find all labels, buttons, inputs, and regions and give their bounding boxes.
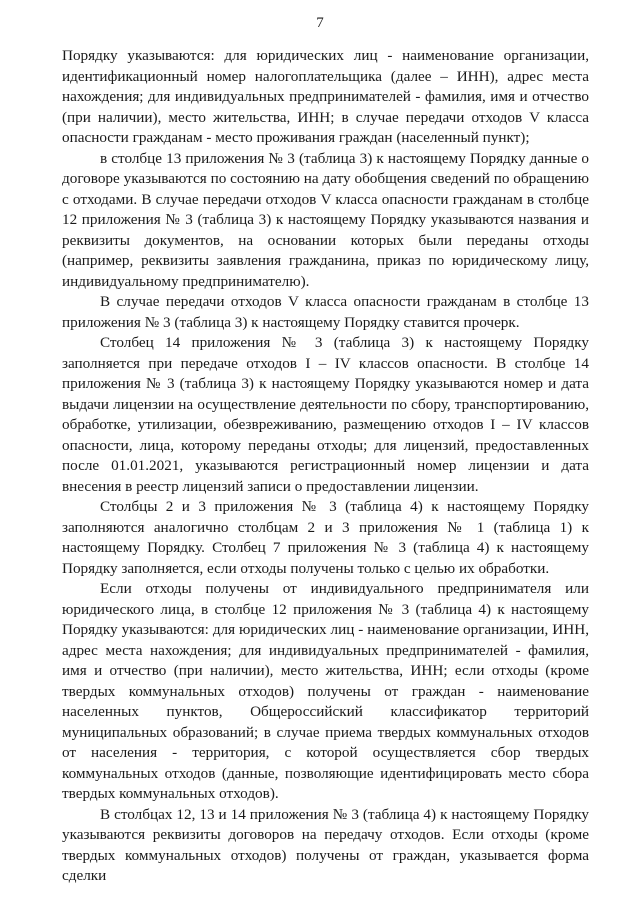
paragraph-6: Если отходы получены от индивидуального предпринимателя или юридического лица, в столбце 12 приложения № 3 (таблица 4) к настоящему Порядку указываются: для юридических лиц - наименование организации, ИНН, адрес места нахождения; для индивидуальных предпринимателей - фамилия, имя и отчество (при наличии), место жительства, ИНН; если отходы (кроме твердых коммунальных отходов) получены от граждан - наименование населенных пунктов, Общероссийский классификатор территорий муниципальных образований; в случае приема твердых коммунальных отходов от населения - территория, с которой осуществляется сбор твердых коммунальных отходов (данные, позволяющие идентифицировать место сбора твердых коммунальных отходов). xyxy=(62,580,589,802)
paragraph-2: в столбце 13 приложения № 3 (таблица 3) к настоящему Порядку данные о договоре указываются по состоянию на дату обобщения сведений по обращению с отходами. В случае передачи отходов V класса опасности гражданам в столбце 12 приложения № 3 (таблица 3) к настоящему Порядку указываются названия и реквизиты документов, на основании которых были переданы отходы (например, реквизиты заявления гражданина, приказ по юридическому лицу, индивидуальному предпринимателю). xyxy=(62,149,589,290)
paragraph-7: В столбцах 12, 13 и 14 приложения № 3 (таблица 4) к настоящему Порядку указываются реквизиты договоров на передачу отходов. Если отходы (кроме твердых коммунальных отходов) получены от граждан, указывается форма сделки xyxy=(62,805,589,884)
document-body xyxy=(62,46,589,887)
paragraph-4: Столбец 14 приложения № 3 (таблица 3) к настоящему Порядку заполняется при передаче отходов I – IV классов опасности. В столбце 14 приложения № 3 (таблица 3) к настоящему Порядку указываются номер и дата выдачи лицензии на осуществление деятельности по сбору, транспортированию, обработке, утилизации, обезвреживанию, размещению отходов I – IV классов опасности, лица, которому переданы отходы; для лицензий, предоставленных после 01.01.2021, указываются регистрационный номер лицензии и дата внесения в реестр лицензий записи о предоставлении лицензии. xyxy=(62,334,589,495)
paragraph-1: Порядку указываются: для юридических лиц - наименование организации, идентификационный номер налогоплательщика (далее – ИНН), адрес места нахождения; для индивидуальных предпринимателей - фамилия, имя и отчество (при наличии), место жительства, ИНН; в случае передачи отходов V класса опасности гражданам - место проживания граждан (населенный пункт); xyxy=(62,47,589,146)
paragraph-3: В случае передачи отходов V класса опасности гражданам в столбце 13 приложения № 3 (таблица 3) к настоящему Порядку ставится прочерк. xyxy=(62,293,589,331)
page-number: 7 xyxy=(316,15,324,31)
paragraph-5: Столбцы 2 и 3 приложения № 3 (таблица 4) к настоящему Порядку заполняются аналогично столбцам 2 и 3 приложения № 1 (таблица 1) к настоящему Порядку. Столбец 7 приложения № 3 (таблица 4) к настоящему Порядку заполняется, если отходы получены только с целью их обработки. xyxy=(62,498,589,577)
